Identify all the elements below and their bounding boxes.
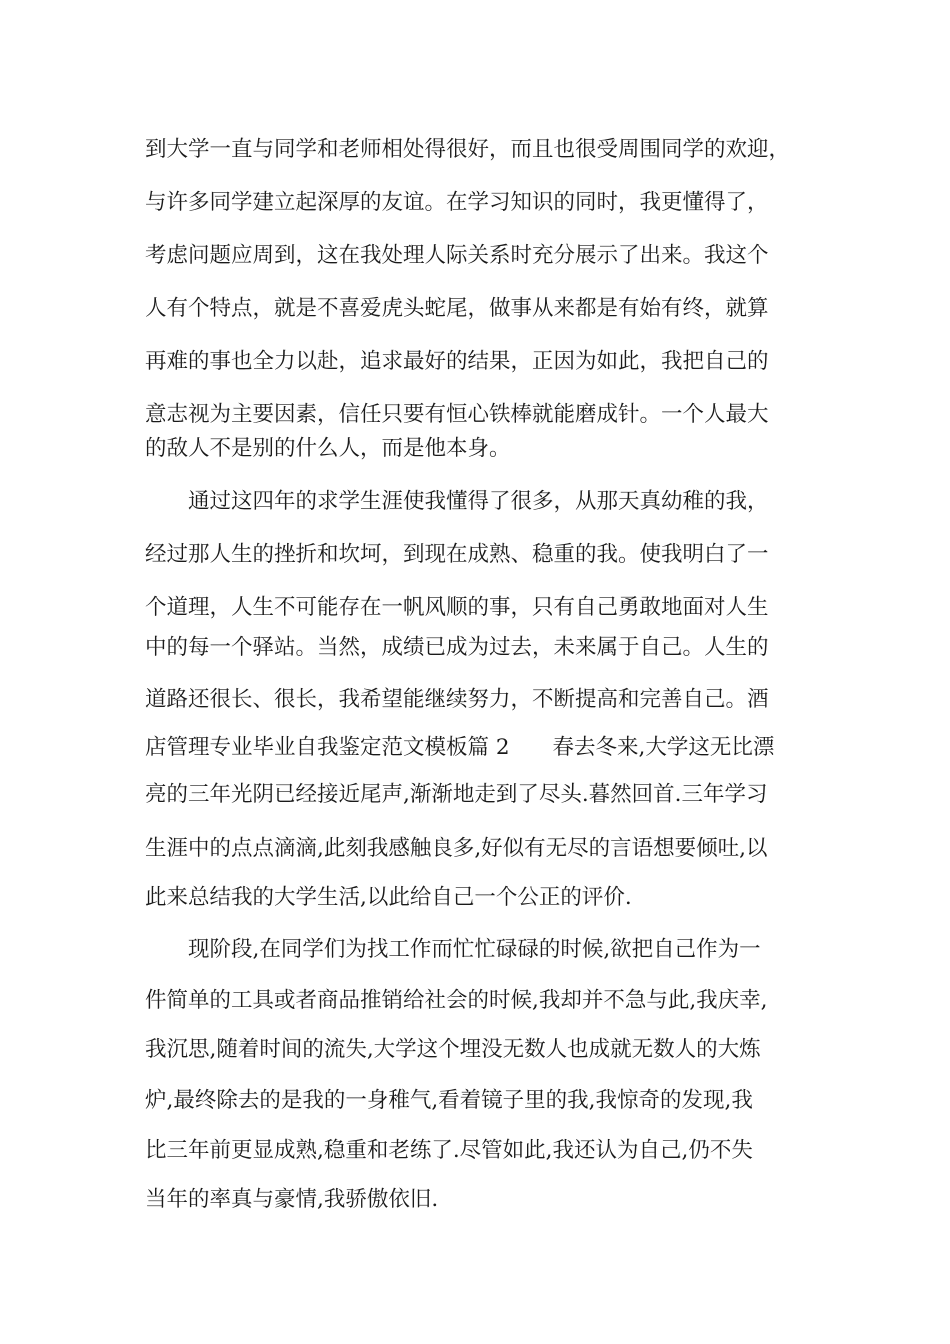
text-line: 生涯中的点点滴滴,此刻我感触良多,好似有无尽的言语想要倾吐,以 [145,836,768,861]
text-line: 意志视为主要因素，信任只要有恒心铁棒就能磨成针。一个人最大 [145,402,769,427]
text-line: 比三年前更显成熟,稳重和老练了.尽管如此,我还认为自己,仍不失 [145,1138,753,1163]
text-line: 件简单的工具或者商品推销给社会的时候,我却并不急与此,我庆幸, [145,988,768,1013]
text-line: 此来总结我的大学生活,以此给自己一个公正的评价. [145,885,632,910]
text-line: 与许多同学建立起深厚的友谊。在学习知识的同时，我更懂得了， [145,190,769,215]
paragraph-first-line: 通过这四年的求学生涯使我懂得了很多，从那天真幼稚的我， [188,489,769,514]
text-line: 人有个特点，就是不喜爱虎头蛇尾，做事从来都是有始有终，就算 [145,296,769,321]
text-line: 当年的率真与豪情,我骄傲依旧. [145,1187,439,1212]
text-line: 店管理专业毕业自我鉴定范文模板篇 2 春去冬来,大学这无比漂 [145,735,775,760]
text-line: 中的每一个驿站。当然，成绩已成为过去，未来属于自己。人生的 [145,635,769,660]
text-line: 的敌人不是别的什么人，而是他本身。 [145,436,511,461]
text-line: 再难的事也全力以赴，追求最好的结果，正因为如此，我把自己的 [145,349,769,374]
paragraph-first-line: 现阶段,在同学们为找工作而忙忙碌碌的时候,欲把自己作为一 [188,937,761,962]
text-line: 考虑问题应周到，这在我处理人际关系时充分展示了出来。我这个 [145,243,769,268]
text-line: 个道理，人生不可能存在一帆风顺的事，只有自己勇敢地面对人生 [145,595,769,620]
text-line: 到大学一直与同学和老师相处得很好，而且也很受周围同学的欢迎， [145,137,791,162]
text-line: 我沉思,随着时间的流失,大学这个埋没无数人也成就无数人的大炼 [145,1037,761,1062]
text-line: 炉,最终除去的是我的一身稚气,看着镜子里的我,我惊奇的发现,我 [145,1088,753,1113]
text-line: 亮的三年光阴已经接近尾声,渐渐地走到了尽头.暮然回首.三年学习 [145,782,768,807]
text-line: 道路还很长、很长，我希望能继续努力，不断提高和完善自己。酒 [145,687,769,712]
text-line: 经过那人生的挫折和坎坷，到现在成熟、稳重的我。使我明白了一 [145,542,769,567]
